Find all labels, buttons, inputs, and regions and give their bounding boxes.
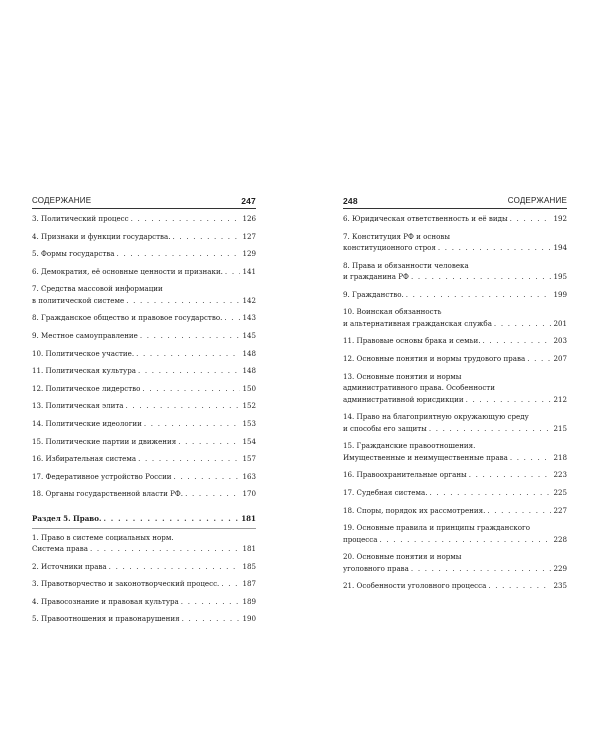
dot-leader <box>178 436 240 448</box>
toc-entry <box>32 488 256 500</box>
toc-page-number: 142 <box>242 295 256 305</box>
toc-entry-title: 17. Судебная система. <box>343 488 428 498</box>
toc-entry <box>343 522 567 545</box>
dot-leader <box>488 580 551 592</box>
toc-page-number: 207 <box>553 354 567 364</box>
toc-entry-title: 18. Органы государственной власти РФ. <box>32 489 184 499</box>
dot-leader <box>429 487 551 499</box>
dot-leader <box>144 418 241 430</box>
toc-page-number: 157 <box>242 454 256 464</box>
toc-entry-title: 12. Основные понятия и нормы трудового права <box>343 354 526 364</box>
toc-entry <box>32 400 256 412</box>
toc-page-number: 163 <box>242 471 256 481</box>
right-page <box>343 195 567 598</box>
toc-page-number: 153 <box>242 419 256 429</box>
toc-page-number: 199 <box>553 289 567 299</box>
toc-page-number: 212 <box>553 394 567 404</box>
toc-entry-title: 5. Правоотношения и правонарушения <box>32 614 180 624</box>
toc-entry <box>343 440 567 463</box>
toc-entry-line: 8. Права и обязанности человека <box>343 260 469 270</box>
toc-page-number: 194 <box>553 243 567 253</box>
toc-entry-line: 14. Право на благоприятную окружающую среду <box>343 412 529 422</box>
toc-entry <box>343 306 567 329</box>
toc-entry <box>32 578 256 590</box>
toc-entry-title: 8. Гражданское общество и правовое государство. <box>32 313 223 323</box>
toc-page-number: 126 <box>242 214 256 223</box>
toc-page-number: 181 <box>241 513 256 523</box>
toc-page-number: 235 <box>553 581 567 591</box>
toc-page-number: 187 <box>242 579 256 589</box>
toc-page-number: 195 <box>553 272 567 282</box>
toc-entry <box>343 335 567 347</box>
toc-entry-title: 15. Политические партии и движения <box>32 436 177 446</box>
section-divider <box>32 528 256 529</box>
toc-page-number: 181 <box>242 544 256 553</box>
toc-page-number: 143 <box>242 313 256 323</box>
dot-leader <box>138 365 240 377</box>
toc-entry-line: 20. Основные понятия и нормы <box>343 552 462 562</box>
toc-page-number: 148 <box>242 366 256 376</box>
dot-leader <box>224 312 240 324</box>
toc-page-number: 185 <box>242 561 256 571</box>
toc-entry <box>32 283 256 306</box>
toc-page-number: 129 <box>242 249 256 259</box>
left-page <box>32 195 256 631</box>
toc-page-number: 215 <box>553 423 567 433</box>
toc-entry <box>32 532 256 555</box>
toc-entry-title: 18. Споры, порядок их рассмотрения. <box>343 505 486 515</box>
toc-entry <box>32 383 256 395</box>
toc-entry-line: 7. Средства массовой информации <box>32 284 163 294</box>
toc-entry-title: процесса <box>343 534 378 544</box>
toc-entry <box>32 312 256 324</box>
dot-leader <box>185 488 240 500</box>
toc-entry-line: административного права. Особенности <box>343 383 495 393</box>
page-header <box>343 195 567 209</box>
toc-entry-title: и гражданина РФ <box>343 272 409 282</box>
toc-page-number: 145 <box>242 331 256 341</box>
toc-entry <box>343 371 567 406</box>
toc-entry-line: 19. Основные правила и принципы гражданского <box>343 523 530 533</box>
dot-leader <box>131 213 241 225</box>
toc-entry-title: и способы его защиты <box>343 423 427 433</box>
dot-leader <box>173 231 241 243</box>
toc-page-number: 192 <box>553 214 567 223</box>
toc-entry-title: 9. Гражданство. <box>343 289 404 299</box>
toc-page-number: 154 <box>242 436 256 446</box>
toc-entry <box>32 213 256 225</box>
dot-leader <box>487 505 551 517</box>
toc-entry-line: 7. Конституция РФ и основы <box>343 231 451 241</box>
toc-entry <box>343 505 567 517</box>
toc-page-number: 148 <box>242 348 256 358</box>
toc-entry <box>343 580 567 592</box>
toc-entry-line: 13. Основные понятия и нормы <box>343 371 462 381</box>
toc-entry <box>343 213 567 225</box>
toc-entry-title: 16. Правоохранительные органы <box>343 470 467 480</box>
toc-entry-title: 12. Политическое лидерство <box>32 383 141 393</box>
toc-list <box>343 213 567 592</box>
toc-entry <box>32 453 256 465</box>
running-title: СОДЕРЖАНИЕ <box>32 196 92 205</box>
dot-leader <box>411 563 552 575</box>
toc-entry-line: 1. Право в системе социальных норм. <box>32 532 174 542</box>
toc-entry <box>343 551 567 574</box>
toc-entry-title: конституционного строя <box>343 243 436 253</box>
toc-entry-title: 10. Политическое участие. <box>32 348 135 358</box>
dot-leader <box>221 578 240 590</box>
dot-leader <box>103 513 239 525</box>
toc-entry <box>32 418 256 430</box>
dot-leader <box>469 469 552 481</box>
toc-page-number: 228 <box>553 534 567 544</box>
toc-entry <box>343 411 567 434</box>
toc-entry-title: административной юрисдикции <box>343 394 464 404</box>
toc-entry-title: 14. Политические идеологии <box>32 419 142 429</box>
toc-entry <box>32 348 256 360</box>
toc-entry-title: в политической системе <box>32 295 125 305</box>
dot-leader <box>482 335 551 347</box>
toc-page-number: 152 <box>242 401 256 411</box>
toc-entry-title: 16. Избирательная система <box>32 454 137 464</box>
toc-page-number: 127 <box>242 231 256 241</box>
page-number: 248 <box>343 196 358 206</box>
toc-entry-title: 9. Местное самоуправление <box>32 331 138 341</box>
dot-leader <box>126 400 241 412</box>
toc-entry-title: 21. Особенности уголовного процесса <box>343 581 487 591</box>
toc-entry-title: 6. Юридическая ответственность и её виды <box>343 214 508 223</box>
toc-page-number: 218 <box>553 452 567 462</box>
toc-entry <box>32 330 256 342</box>
toc-entry <box>343 231 567 254</box>
toc-section-heading <box>32 513 256 525</box>
dot-leader <box>174 471 241 483</box>
page-header <box>32 195 256 209</box>
dot-leader <box>181 596 241 608</box>
toc-entry <box>343 469 567 481</box>
dot-leader <box>117 248 241 260</box>
dot-leader <box>510 452 552 464</box>
toc-entry-title: 3. Правотворчество и законотворческий процесс. <box>32 579 220 589</box>
toc-page-number: 227 <box>553 505 567 515</box>
toc-entry-title: 2. Источники права <box>32 561 107 571</box>
toc-entry <box>32 248 256 260</box>
toc-page-number: 229 <box>553 563 567 573</box>
toc-entry <box>32 471 256 483</box>
toc-page-number: 190 <box>242 614 256 624</box>
toc-entry-title: Раздел 5. Право. <box>32 513 102 523</box>
dot-leader <box>182 613 241 625</box>
toc-entry <box>343 487 567 499</box>
dot-leader <box>466 394 552 406</box>
dot-leader <box>109 561 241 573</box>
dot-leader <box>142 383 240 395</box>
toc-entry-title: 4. Признаки и функции государства. <box>32 231 171 241</box>
dot-leader <box>136 348 240 360</box>
toc-page-number: 189 <box>242 596 256 606</box>
toc-entry <box>32 231 256 243</box>
dot-leader <box>411 271 552 283</box>
dot-leader <box>510 213 552 225</box>
toc-entry-title: 11. Политическая культура <box>32 366 136 376</box>
toc-page-number: 170 <box>242 489 256 499</box>
toc-entry-line: 15. Гражданские правоотношения. <box>343 441 476 451</box>
toc-page-number: 141 <box>242 266 256 276</box>
page-number: 247 <box>241 196 256 206</box>
toc-entry-title: 11. Правовые основы брака и семьи. <box>343 336 481 346</box>
toc-list <box>32 213 256 625</box>
toc-page-number: 225 <box>553 488 567 498</box>
dot-leader <box>438 242 552 254</box>
toc-entry-title: 4. Правосознание и правовая культура <box>32 596 179 606</box>
toc-page-number: 223 <box>553 470 567 480</box>
toc-entry <box>32 266 256 278</box>
toc-entry <box>343 289 567 301</box>
running-title: СОДЕРЖАНИЕ <box>507 196 567 205</box>
toc-entry-title: 6. Демократия, её основные ценности и признаки. <box>32 266 223 276</box>
toc-entry <box>32 436 256 448</box>
dot-leader <box>126 295 240 307</box>
dot-leader <box>90 543 240 555</box>
toc-entry <box>32 613 256 625</box>
toc-page-number: 201 <box>553 318 567 328</box>
toc-entry-title: 3. Политический процесс <box>32 214 129 223</box>
toc-entry <box>343 353 567 365</box>
toc-entry <box>32 365 256 377</box>
toc-entry-line: 10. Воинская обязанность <box>343 307 442 317</box>
dot-leader <box>527 353 551 365</box>
toc-entry-title: 17. Федеративное устройство России <box>32 471 172 481</box>
toc-entry-title: и альтернативная гражданская служба <box>343 318 492 328</box>
toc-page-number: 150 <box>242 383 256 393</box>
toc-entry-title: 13. Политическая элита <box>32 401 124 411</box>
dot-leader <box>225 266 241 278</box>
toc-entry <box>32 561 256 573</box>
dot-leader <box>406 289 552 301</box>
dot-leader <box>429 423 552 435</box>
toc-entry-title: 5. Формы государства <box>32 249 115 259</box>
dot-leader <box>494 318 552 330</box>
dot-leader <box>379 534 551 546</box>
dot-leader <box>140 330 241 342</box>
toc-entry-title: Имущественные и неимущественные права <box>343 452 508 462</box>
toc-entry <box>343 260 567 283</box>
dot-leader <box>138 453 240 465</box>
toc-entry <box>32 596 256 608</box>
toc-entry-title: Система права <box>32 544 88 553</box>
toc-page-number: 203 <box>553 336 567 346</box>
toc-entry-title: уголовного права <box>343 563 409 573</box>
